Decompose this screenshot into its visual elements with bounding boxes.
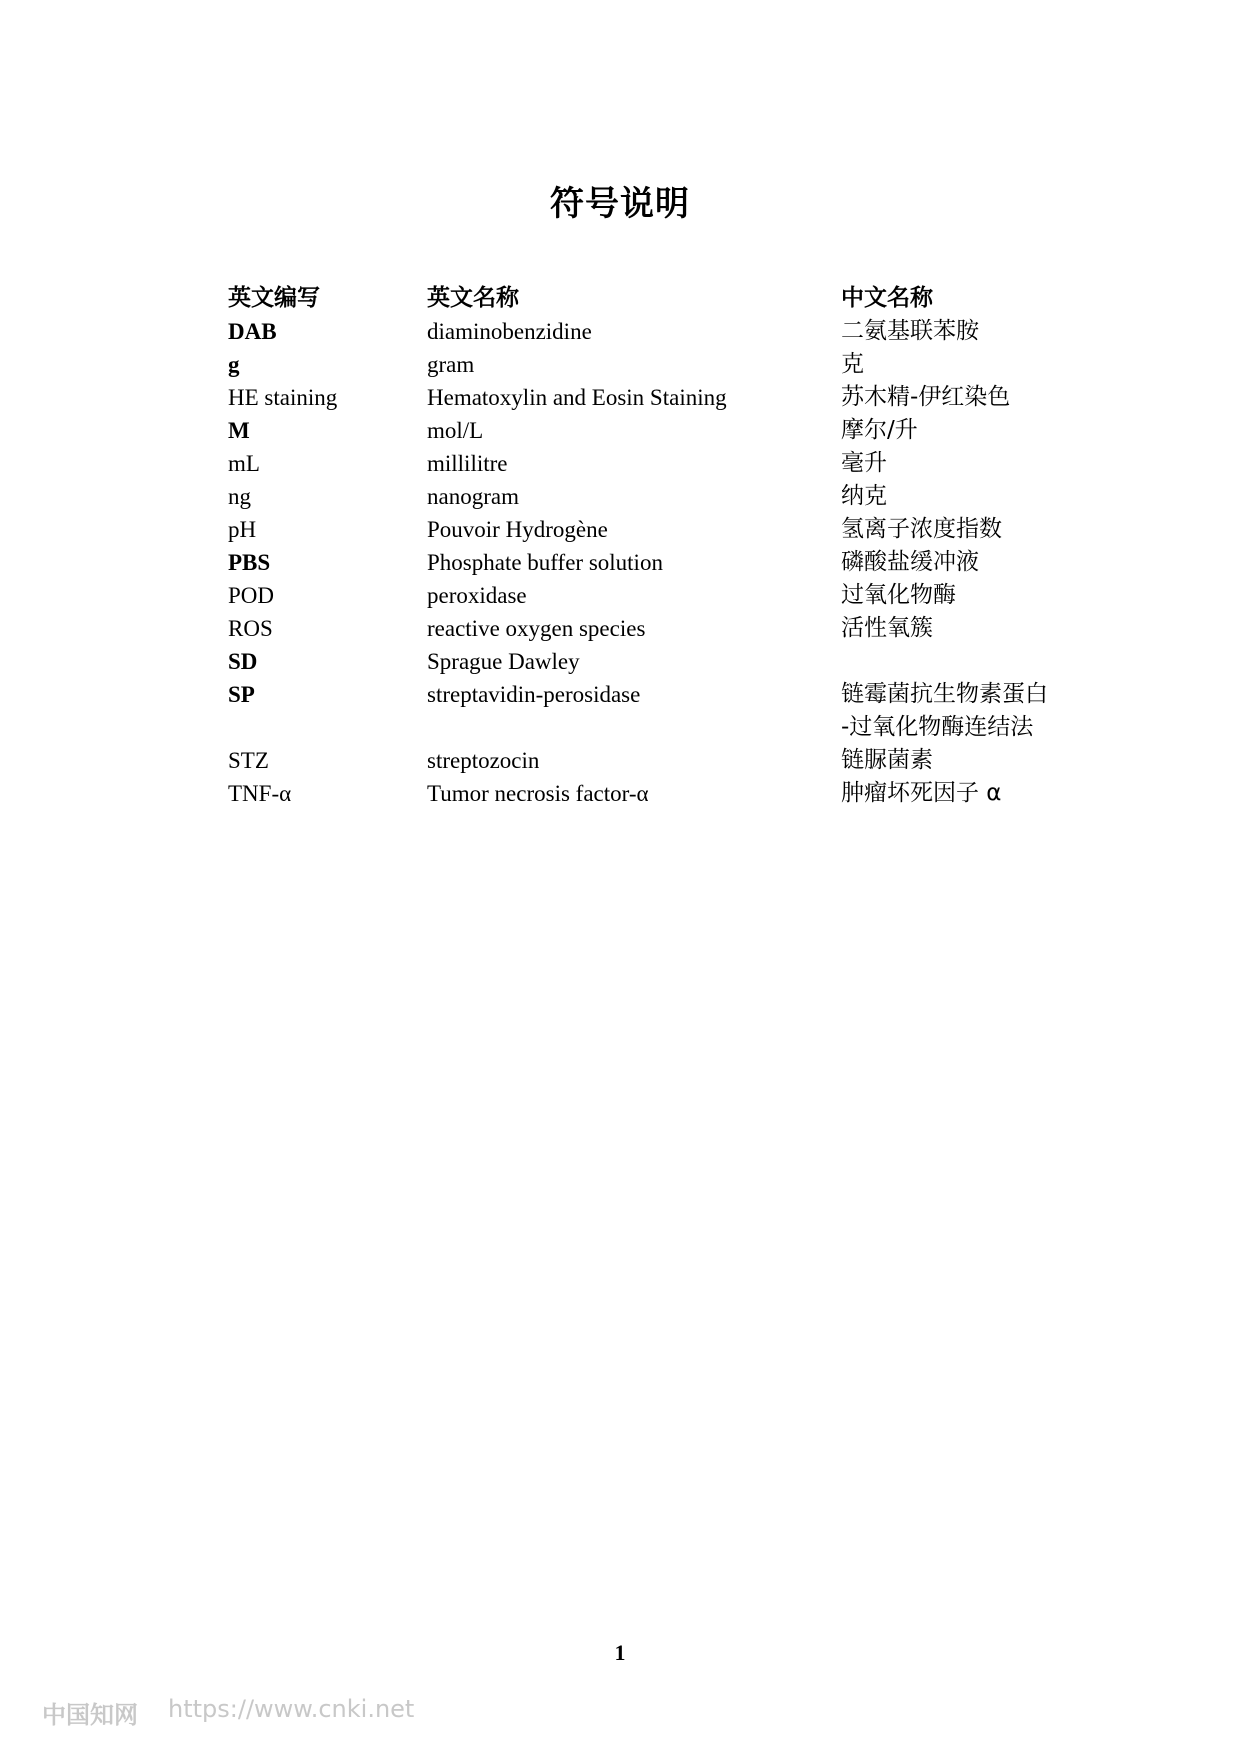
- abbreviation-cell: g: [228, 352, 240, 377]
- chinese-name-cell: [841, 513, 1088, 546]
- abbreviation-cell: DAB: [228, 319, 277, 344]
- table-row: [228, 744, 1088, 777]
- table-body: [228, 315, 1088, 810]
- chinese-name-text: 纳克: [841, 483, 887, 509]
- header-english-name: 英文名称: [427, 285, 519, 311]
- table-row: [228, 645, 1088, 678]
- abbreviation-cell: TNF-α: [228, 781, 292, 806]
- english-name-cell: Sprague Dawley: [427, 649, 580, 674]
- chinese-name-cell: [841, 612, 1088, 645]
- english-name-cell: peroxidase: [427, 583, 527, 608]
- english-name-cell: streptozocin: [427, 748, 540, 773]
- abbreviation-cell: PBS: [228, 550, 271, 575]
- table-row: [228, 612, 1088, 645]
- chinese-name-cell: [841, 546, 1088, 579]
- chinese-name-cell: [841, 480, 1088, 513]
- chinese-name-continuation: -过氧化物酶连结法: [841, 714, 1034, 740]
- english-name-cell: nanogram: [427, 484, 519, 509]
- abbreviation-cell: SP: [228, 682, 255, 707]
- page-number: 1: [614, 1640, 626, 1665]
- abbreviation-cell: SD: [228, 649, 258, 674]
- chinese-name-text: 氢离子浓度指数: [841, 516, 1002, 542]
- chinese-name-cell: [841, 579, 1088, 612]
- abbreviation-cell: M: [228, 418, 250, 443]
- chinese-name-cell: [841, 381, 1088, 414]
- table-row: [228, 513, 1088, 546]
- english-name-cell: streptavidin-perosidase: [427, 682, 641, 707]
- english-name-cell: diaminobenzidine: [427, 319, 592, 344]
- english-name-cell: millilitre: [427, 451, 508, 476]
- watermark: [42, 1695, 414, 1730]
- abbreviation-cell: ROS: [228, 616, 273, 641]
- english-name-cell: reactive oxygen species: [427, 616, 646, 641]
- abbreviation-cell: ng: [228, 484, 251, 509]
- table-row: [228, 348, 1088, 381]
- chinese-name-text: 链脲菌素: [841, 747, 933, 773]
- chinese-name-text: 克: [841, 351, 864, 377]
- chinese-name-text: 摩尔/升: [841, 417, 918, 443]
- abbreviation-cell: pH: [228, 517, 257, 542]
- table-row: [228, 414, 1088, 447]
- chinese-name-cell: [841, 414, 1088, 447]
- abbreviation-cell: HE staining: [228, 385, 338, 410]
- chinese-name-cell: [841, 744, 1088, 777]
- chinese-name-text: 磷酸盐缓冲液: [841, 549, 979, 575]
- chinese-name-cell: [841, 777, 1088, 810]
- table-row: [228, 381, 1088, 414]
- abbreviation-cell: POD: [228, 583, 275, 608]
- table-header: [228, 282, 1088, 315]
- chinese-name-text: 毫升: [841, 450, 887, 476]
- english-name-cell: Phosphate buffer solution: [427, 550, 663, 575]
- chinese-name-cell: [841, 348, 1088, 381]
- english-name-cell: Tumor necrosis factor-α: [427, 781, 649, 806]
- table-row: [228, 447, 1088, 480]
- table-row: [228, 546, 1088, 579]
- table-row: [228, 315, 1088, 348]
- english-name-cell: Pouvoir Hydrogène: [427, 517, 608, 542]
- chinese-name-text: 链霉菌抗生物素蛋白: [841, 681, 1048, 707]
- header-abbreviation: 英文编写: [228, 285, 320, 311]
- chinese-name-text: 过氧化物酶: [841, 582, 956, 608]
- header-chinese-name: 中文名称: [841, 285, 933, 311]
- chinese-name-text: 苏木精-伊红染色: [841, 384, 1011, 410]
- table-row: [228, 480, 1088, 513]
- page-title: 符号说明: [550, 184, 690, 224]
- watermark-brand: 中国知网: [42, 1701, 138, 1729]
- table-row: [228, 777, 1088, 810]
- chinese-name-cell: [841, 447, 1088, 480]
- abbreviation-cell: STZ: [228, 748, 269, 773]
- chinese-name-text: 肿瘤坏死因子 α: [841, 780, 1002, 806]
- chinese-name-cell: [841, 678, 1088, 744]
- table-row: [228, 678, 1088, 744]
- table-row: [228, 579, 1088, 612]
- watermark-url: https://www.cnki.net: [168, 1695, 415, 1723]
- english-name-cell: mol/L: [427, 418, 484, 443]
- abbreviation-cell: mL: [228, 451, 260, 476]
- chinese-name-text: 二氨基联苯胺: [841, 318, 979, 344]
- chinese-name-cell: [841, 315, 1088, 348]
- chinese-name-text: 活性氧簇: [841, 615, 933, 641]
- english-name-cell: gram: [427, 352, 475, 377]
- english-name-cell: Hematoxylin and Eosin Staining: [427, 385, 727, 410]
- symbols-table: [228, 282, 1088, 810]
